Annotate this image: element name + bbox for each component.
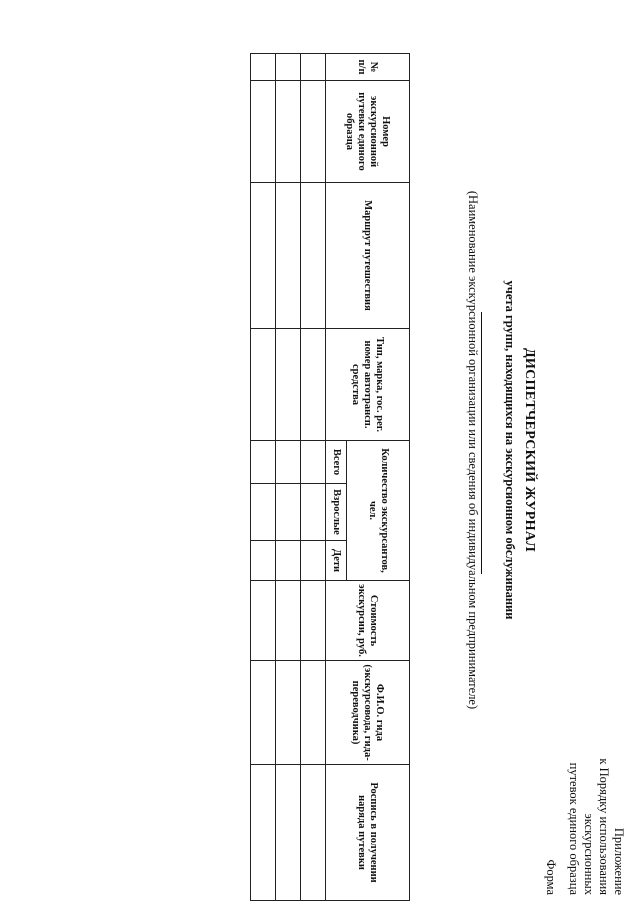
appendix-header [566, 700, 626, 895]
table-cell [301, 81, 326, 183]
table-cell [276, 183, 301, 329]
table-cell [276, 581, 301, 661]
table-cell [276, 484, 301, 541]
table-cell [301, 329, 326, 441]
appendix-line-1: Приложение [612, 827, 626, 895]
table-cell [301, 441, 326, 484]
subheader-total: Всего [326, 441, 347, 484]
table-cell [251, 484, 276, 541]
table-cell [301, 484, 326, 541]
table-cell [276, 541, 301, 581]
table-cell [251, 661, 276, 765]
table-cell [301, 661, 326, 765]
appendix-line-3: путевок единого образца [567, 762, 581, 895]
table-cell [251, 541, 276, 581]
header-cost: Стоимость экскурсии, руб. [326, 581, 410, 661]
header-tourist-count: Количество экскурсантов, чел. [347, 441, 410, 581]
table-cell [251, 329, 276, 441]
header-number: № п/п [326, 54, 410, 81]
table-cell [251, 765, 276, 901]
subheader-children: Дети [326, 541, 347, 581]
header-signature: Роспись в получении наряда путевки [326, 765, 410, 901]
table-cell [251, 183, 276, 329]
table-cell [276, 661, 301, 765]
table-cell [301, 765, 326, 901]
appendix-line-2: к Порядку использования экскурсионных [582, 758, 611, 895]
table-cell [276, 54, 301, 81]
organization-blank-line [481, 312, 482, 574]
table-cell [276, 765, 301, 901]
form-label: Форма [544, 859, 558, 895]
table-cell [276, 441, 301, 484]
table-row [251, 54, 276, 901]
table-cell [301, 54, 326, 81]
table-cell [276, 329, 301, 441]
header-vehicle: Тип, марка, гос. рег. номер автотрансп. средства [326, 329, 410, 441]
table-row [301, 54, 326, 901]
table-cell [301, 581, 326, 661]
header-route: Маршрут путешествия [326, 183, 410, 329]
table-header-row [347, 54, 410, 901]
subheader-adults: Взрослые [326, 484, 347, 541]
document-subtitle: учета групп, находящихся на экскурсионном обслуживании [503, 280, 517, 620]
table-row [276, 54, 301, 901]
header-voucher-number: Номер экскурсионной путевки единого образца [326, 81, 410, 183]
table-cell [251, 441, 276, 484]
table-cell [251, 54, 276, 81]
organization-caption: (Наименование экскурсионной организации или сведения об индивидуальном предпринимателе) [466, 190, 480, 710]
table-cell [251, 81, 276, 183]
table-cell [276, 81, 301, 183]
table-cell [251, 581, 276, 661]
header-guide-name: Ф.И.О. гида (экскурсовода, гида-переводчика) [326, 661, 410, 765]
table-cell [301, 541, 326, 581]
document-title: ДИСПЕТЧЕРСКИЙ ЖУРНАЛ [522, 348, 537, 552]
dispatch-journal-table [250, 53, 410, 901]
table-cell [301, 183, 326, 329]
